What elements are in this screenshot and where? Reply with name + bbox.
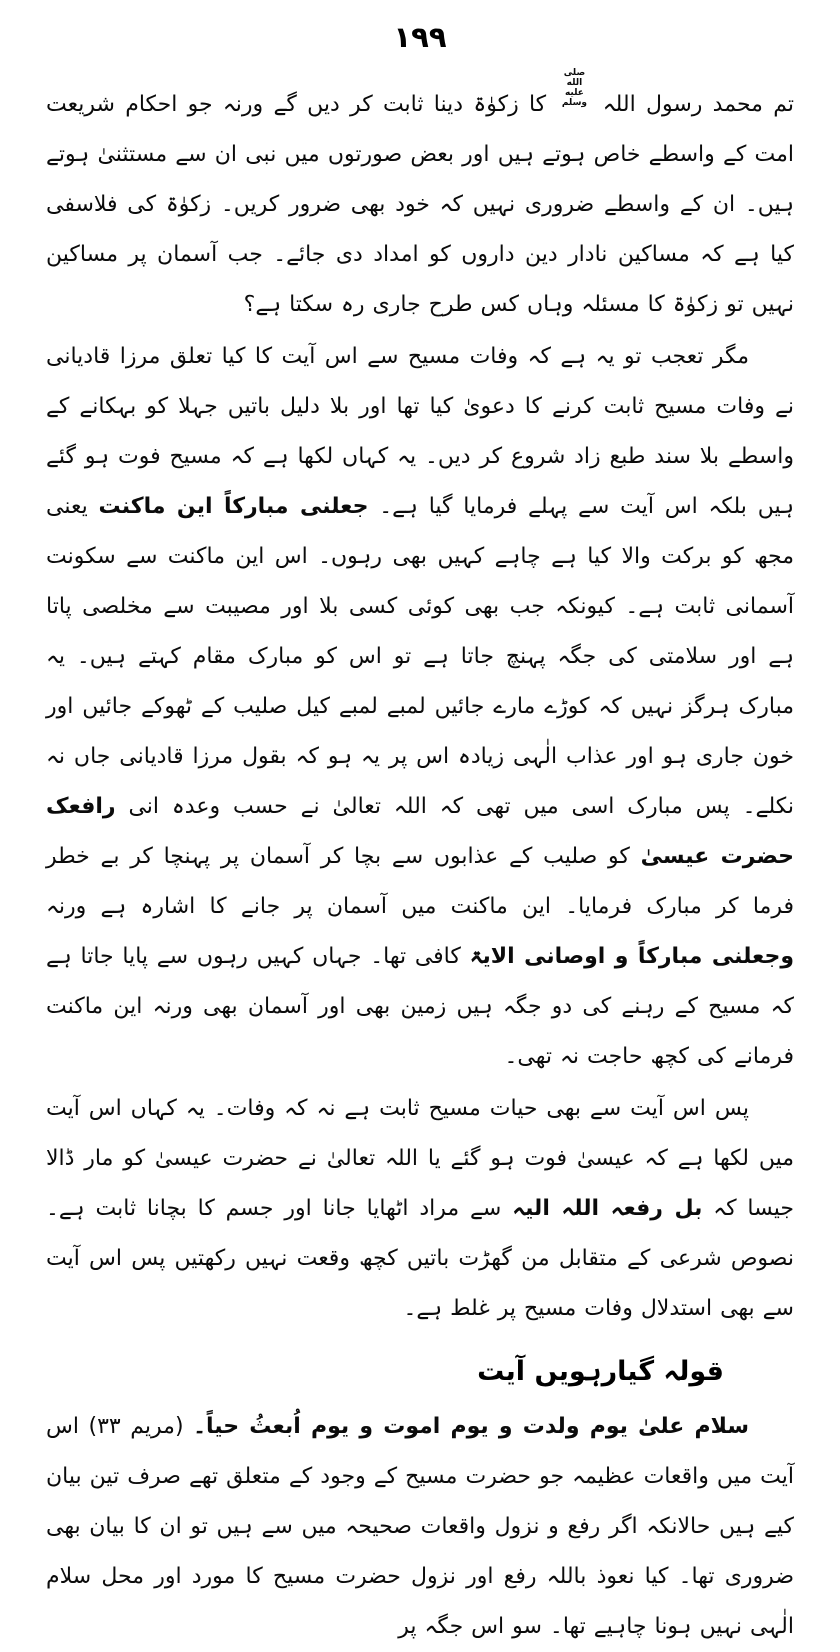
text-segment: پس اس آیت سے بھی حیات مسیح ثابت ہے نہ کہ وفات۔ یہ کہاں اس آیت میں لکھا ہے کہ عیسیٰ فوت ہو گئے یا اللہ تعالیٰ نے حضرت عیسیٰ کو مار ڈالا جیسا کہ (46, 1096, 794, 1221)
emphasized-text-segment: رافعک حضرت عیسیٰ (46, 794, 794, 869)
emphasized-text-segment: جعلنی مبارکاً این ماکنت (98, 494, 369, 519)
section-heading: قولہ گیارہویں آیت (477, 1356, 724, 1387)
emphasized-text-segment: بل رفعہ اللہ الیہ (512, 1196, 703, 1221)
emphasized-text-segment: سلام علیٰ یوم ولدت و یوم اموت و یوم اُبعثُ حیاً۔ (193, 1414, 750, 1439)
paragraph (46, 68, 794, 330)
honorific-mark: صلى الله عليه وسلم (561, 68, 588, 108)
text-segment: کافی تھا۔ جہاں کہیں رہوں سے پایا جاتا ہے کہ مسیح کے رہنے کی دو جگہ ہیں زمین بھی اور آسمان بھی ورنہ این ماکنت فرمانے کی کچھ حاجت نہ تھی۔ (46, 944, 794, 1069)
text-segment: یعنی مجھ کو برکت والا کیا ہے چاہے کہیں بھی رہوں۔ اس این ماکنت سے سکونت آسمانی ثابت ہے۔ کیونکہ جب بھی کوئی کسی بلا اور مصیبت سے مخلصی پاتا ہے اور سلامتی کی جگہ پہنچ جاتا ہے تو اس کو مبارک مقام کہتے ہیں۔ یہ مبارک ہرگز نہیں کہ کوڑے مارے جائیں لمبے لمبے کیل صلیب کے ٹھوکے جائیں اور خون جاری ہو اور عذاب الٰہی زیادہ اس پر یہ ہو کہ بقول مرزا قادیانی جاں نہ نکلے۔ پس مبارک اسی میں تھی کہ اللہ تعالیٰ نے حسب وعدہ انی (46, 494, 794, 819)
emphasized-text-segment: وجعلنی مبارکاً و اوصانی الایۃ (469, 944, 794, 969)
text-segment: مگر تعجب تو یہ ہے کہ وفات مسیح سے اس آیت کا کیا تعلق مرزا قادیانی نے وفات مسیح ثابت کرنے کا دعویٰ کیا تھا اور بلا دلیل باتیں جہلا کو بہکانے کے واسطے بلا سند طبع زاد شروع کر دیں۔ یہ کہاں لکھا ہے کہ مسیح فوت ہو گئے ہیں بلکہ اس آیت سے پہلے فرمایا گیا ہے۔ (46, 344, 794, 519)
paragraph (46, 332, 794, 1082)
text-segment: کو صلیب کے عذابوں سے بچا کر آسمان پر پہنچا کر بے خطر فرما کر مبارک فرمایا۔ این ماکنت میں آسمان پر جانے کا اشارہ ہے ورنہ (46, 844, 794, 919)
paragraph (46, 1084, 794, 1334)
page-number: ۱۹۹ (393, 20, 447, 54)
text-segment: کا زکوٰۃ دینا ثابت کر دیں گے ورنہ جو احکام شریعت امت کے واسطے خاص ہوتے ہیں اور بعض صورتوں میں نبی ان سے مستثنیٰ ہوتے ہیں۔ ان کے واسطے ضروری نہیں کہ خود بھی ضرور کریں۔ زکوٰۃ کی فلاسفی کیا ہے کہ مساکین نادار دین داروں کو امداد دی جائے۔ جب آسمان پر مساکین نہیں تو زکوٰۃ کا مسئلہ وہاں کس طرح جاری رہ سکتا ہے؟ (46, 92, 794, 317)
paragraph (46, 1402, 794, 1652)
text-segment: تم محمد رسول اللہ (592, 92, 794, 117)
text-segment: سے مراد اٹھایا جانا اور جسم کا بچانا ثابت ہے۔ نصوص شرعی کے متقابل من گھڑت باتیں کچھ وقعت نہیں رکھتیں پس اس آیت سے بھی استدلال وفات مسیح پر غلط ہے۔ (46, 1196, 794, 1321)
page-content (46, 68, 794, 1652)
text-segment: (مریم ۳۳) اس آیت میں واقعات عظیمہ جو حضرت مسیح کے وجود کے متعلق تھے صرف تین بیان کیے ہیں حالانکہ اگر رفع و نزول واقعات صحیحہ میں سے ہیں تو ان کا بیان بھی ضروری تھا۔ کیا نعوذ باللہ رفع اور نزول حضرت مسیح کا مورد اور محل سلام الٰہی نہیں ہونا چاہیے تھا۔ سو اس جگہ پر (46, 1414, 794, 1639)
